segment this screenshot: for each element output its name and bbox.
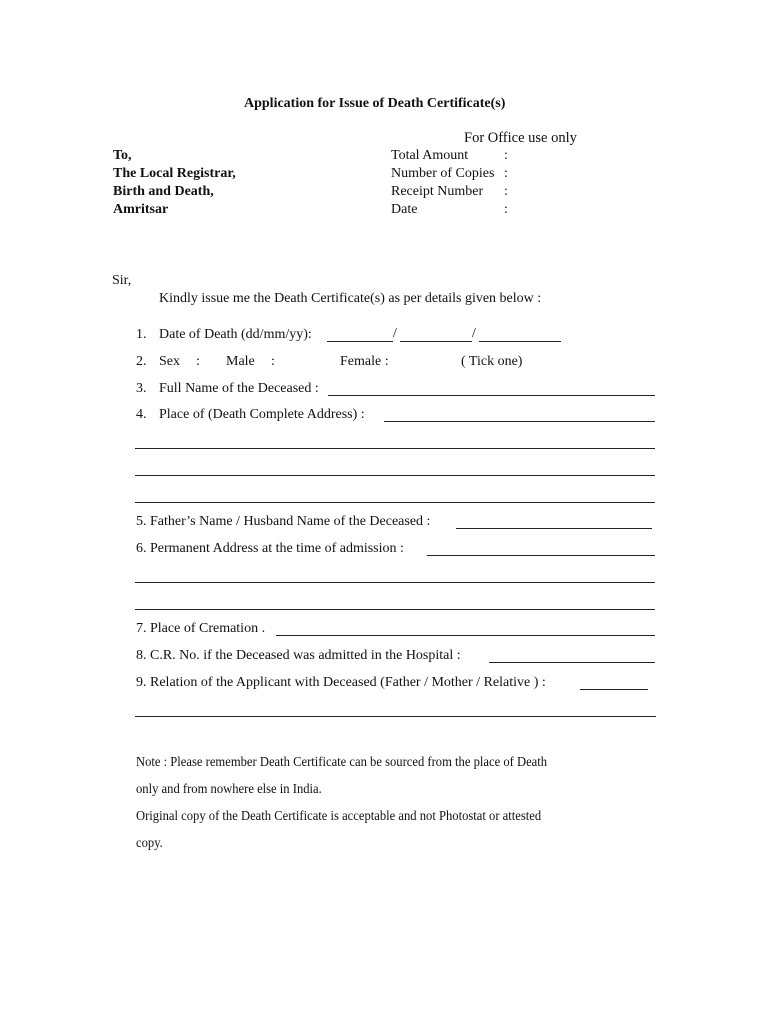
item-label: Date of Death (dd/mm/yy): [159,327,312,342]
item-label: Full Name of the Deceased : [159,381,319,396]
male-option[interactable]: Male [226,354,255,369]
office-field-colon: : [504,184,508,199]
office-field-label: Number of Copies [391,166,495,181]
item-number: 3. [136,381,147,396]
item-number: 2. [136,354,147,369]
item-colon: : [196,354,200,369]
place-of-death-blank[interactable] [135,448,655,449]
intro-text: Kindly issue me the Death Certificate(s) as per details given below : [159,291,542,306]
office-use-heading: For Office use only [464,130,577,146]
month-blank[interactable] [400,341,472,342]
office-field-label: Total Amount [391,148,469,163]
item-number: 1. [136,327,147,342]
note-line: only and from nowhere else in India. [136,782,322,797]
permanent-address-blank[interactable] [427,555,655,556]
item-label: 9. Relation of the Applicant with Deceased (Father / Mother / Relative ) : [136,675,546,690]
note-line: copy. [136,836,163,851]
address-line: To, [113,148,132,163]
female-option[interactable]: Female : [340,354,389,369]
office-field-colon: : [504,202,508,217]
item-label: 7. Place of Cremation . [136,621,266,636]
office-field-colon: : [504,148,508,163]
note-line: Original copy of the Death Certificate is acceptable and not Photostat or attested [136,809,542,824]
address-line: The Local Registrar, [113,166,236,181]
item-label: Sex [159,354,180,369]
place-of-death-blank[interactable] [135,475,655,476]
item-label: Place of (Death Complete Address) : [159,407,365,422]
relation-blank[interactable] [580,689,648,690]
place-of-death-blank[interactable] [135,502,655,503]
date-separator: / [393,326,397,341]
place-of-death-blank[interactable] [384,421,655,422]
year-blank[interactable] [479,341,561,342]
office-field-colon: : [504,166,508,181]
date-separator: / [472,326,476,341]
address-line: Birth and Death, [113,184,214,199]
office-field-label: Receipt Number [391,184,484,199]
office-field-label: Date [391,202,418,217]
item-label: 5. Father’s Name / Husband Name of the Deceased : [136,514,431,529]
salutation: Sir, [112,273,132,288]
full-name-blank[interactable] [328,395,655,396]
address-line: Amritsar [113,202,169,217]
tick-instruction: ( Tick one) [461,354,523,369]
item-number: 4. [136,407,147,422]
relation-blank[interactable] [135,716,656,717]
day-blank[interactable] [327,341,393,342]
page-title: Application for Issue of Death Certificate(s) [244,96,506,111]
cremation-blank[interactable] [276,635,655,636]
item-label: 6. Permanent Address at the time of admission : [136,541,404,556]
item-label: 8. C.R. No. if the Deceased was admitted in the Hospital : [136,648,461,663]
note-line: Note : Please remember Death Certificate can be sourced from the place of Death [136,755,548,770]
item-colon: : [271,354,275,369]
father-name-blank[interactable] [456,528,652,529]
permanent-address-blank[interactable] [135,582,655,583]
cr-number-blank[interactable] [489,662,655,663]
permanent-address-blank[interactable] [135,609,655,610]
